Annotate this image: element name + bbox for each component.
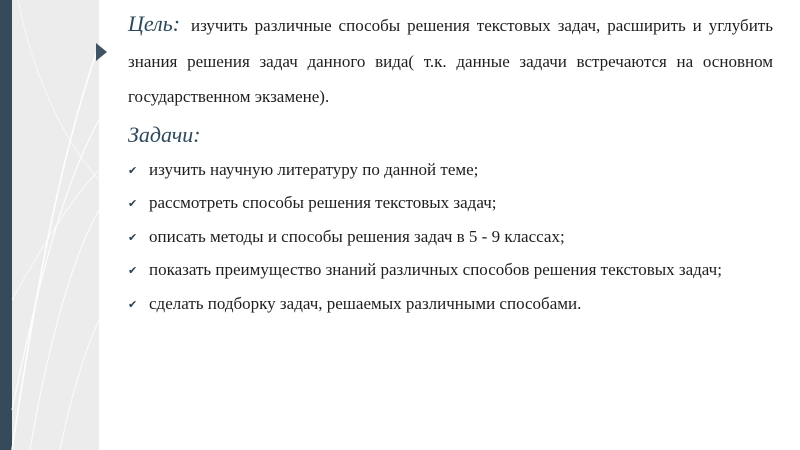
task-text: сделать подборку задач, решаемых различными способами.: [149, 293, 582, 313]
list-item: [128, 253, 773, 287]
task-text: показать преимущество знаний различных способов решения текстовых задач;: [149, 260, 722, 279]
list-item: [128, 287, 773, 321]
list-item: [128, 153, 773, 187]
decorative-curves: [0, 0, 100, 450]
slide-content: [128, 6, 773, 320]
list-item: [128, 186, 773, 220]
list-item: [128, 220, 773, 254]
check-icon: ✔: [128, 163, 138, 177]
tasks-list: [128, 153, 773, 321]
task-text: рассмотреть способы решения текстовых задач;: [149, 193, 497, 212]
task-text: изучить научную литературу по данной теме;: [149, 159, 479, 179]
goal-label: Цель:: [128, 11, 181, 36]
check-icon: ✔: [128, 230, 138, 244]
task-text: описать методы и способы решения задач в 5 - 9 классах;: [149, 226, 565, 246]
slide-marker-arrow: [96, 43, 107, 61]
goal-text: изучить различные способы решения текстовых задач, расширить и углубить знания решения задач данного вида( т.к. данные задачи встречаются на основном государственном экзамене).: [128, 16, 773, 106]
check-icon: ✔: [128, 264, 138, 277]
goal-paragraph: [128, 6, 773, 115]
check-icon: ✔: [128, 297, 138, 311]
tasks-heading: Задачи:: [128, 121, 201, 147]
check-icon: ✔: [128, 197, 138, 210]
